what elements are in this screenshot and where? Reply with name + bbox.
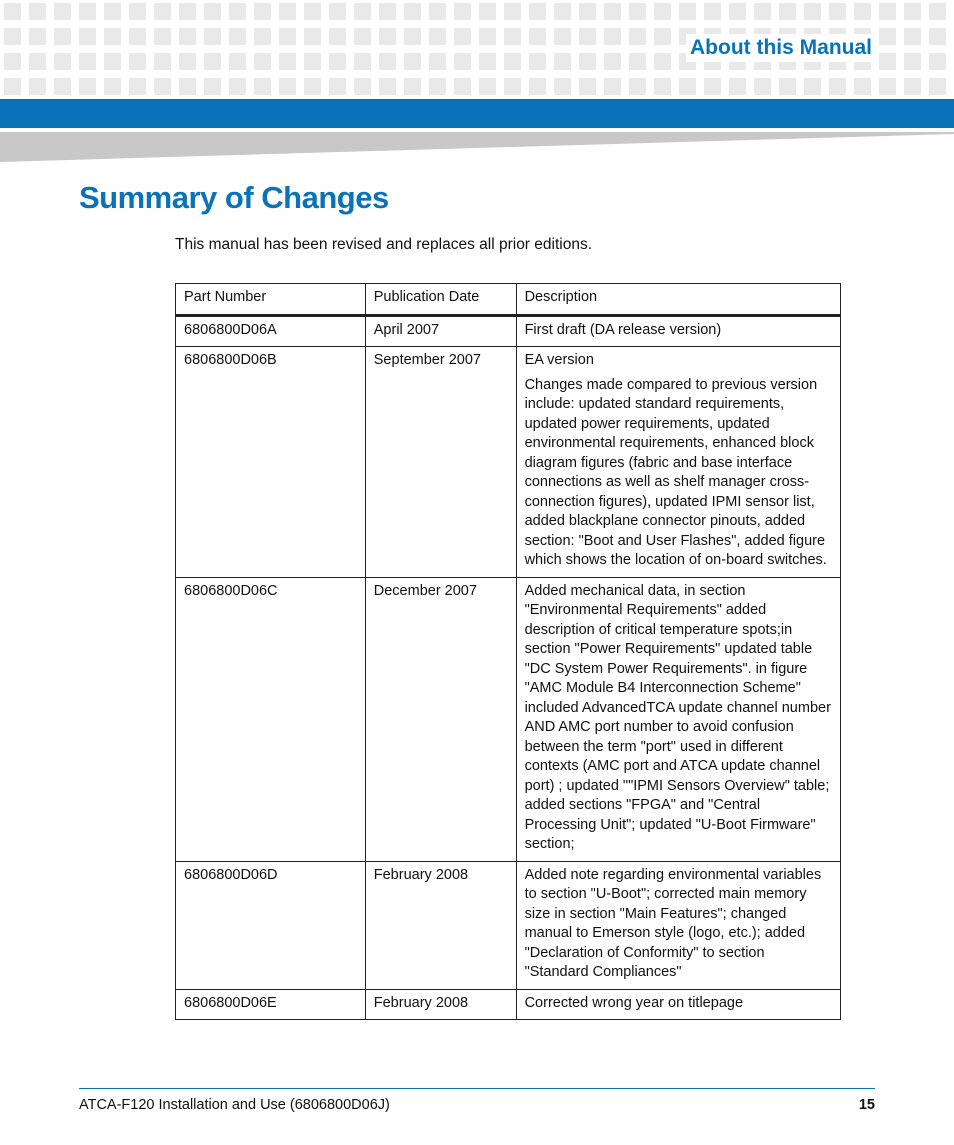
publication-date-cell: April 2007	[365, 315, 516, 347]
description-text: First draft (DA release version)	[524, 321, 722, 338]
description-text: Added mechanical data, in section "Environmental Requirements" added description of critical temperature spots;in section "Power Requirements" updated table "DC System Power Requirements". in figure "AMC Module B4 Interconnection Scheme" included AdvancedTCA update channel number AND AMC port number to avoid confusion between the term "port" used in different contexts (AMC port and ATCA update channel port) ; updated ""IPMI Sensors Overview" table; added sections "FPGA" and "Central Processing Unit"; updated "U-Boot Firmware" section;	[524, 582, 831, 852]
description-cell	[516, 577, 840, 861]
part-number-cell: 6806800D06D	[176, 861, 366, 989]
part-number-cell: 6806800D06E	[176, 989, 366, 1020]
changes-table	[175, 283, 841, 1020]
table-row	[176, 861, 841, 989]
description-cell	[516, 989, 840, 1020]
part-number-cell: 6806800D06C	[176, 577, 366, 861]
publication-date-cell: December 2007	[365, 577, 516, 861]
table-row	[176, 347, 841, 578]
part-number-cell: 6806800D06A	[176, 315, 366, 347]
table-header-row	[176, 284, 841, 316]
table-row	[176, 989, 841, 1020]
page-title: Summary of Changes	[79, 180, 389, 215]
column-header-part-number: Part Number	[176, 284, 366, 316]
publication-date-cell: September 2007	[365, 347, 516, 578]
column-header-description: Description	[516, 284, 840, 316]
header-gray-wedge	[0, 132, 954, 164]
publication-date-cell: February 2008	[365, 861, 516, 989]
header-blue-band	[0, 99, 954, 128]
intro-text: This manual has been revised and replaces all prior editions.	[175, 236, 593, 253]
table-row	[176, 315, 841, 347]
column-header-publication-date: Publication Date	[365, 284, 516, 316]
description-cell	[516, 347, 840, 578]
table-row	[176, 577, 841, 861]
page-number: 15	[858, 1097, 875, 1113]
description-text: EA version	[524, 352, 594, 368]
part-number-cell: 6806800D06B	[176, 347, 366, 578]
publication-date-cell: February 2008	[365, 989, 516, 1020]
description-cell	[516, 861, 840, 989]
description-text: Changes made compared to previous version include: updated standard requirements, updated power requirements, updated environmental requirements, enhanced block diagram figures (fabric and base interface connections as well as shelf manager cross-connection figures), updated IPMI sensor list, added blackplane connector pinouts, added section: "Boot and User Flashes", added figure which shows the location of on-board switches.	[524, 376, 827, 568]
description-text: Corrected wrong year on titlepage	[524, 994, 744, 1011]
footer-divider	[79, 1088, 875, 1089]
footer-document-title: ATCA-F120 Installation and Use (6806800D06J)	[79, 1097, 390, 1113]
description-cell	[516, 315, 840, 347]
header-section-title: About this Manual	[686, 34, 876, 62]
description-text: Added note regarding environmental variables to section "U-Boot"; corrected main memory size in section "Main Features"; changed manual to Emerson style (logo, etc.); added "Declaration of Conformity" to section "Standard Compliances"	[524, 866, 822, 980]
